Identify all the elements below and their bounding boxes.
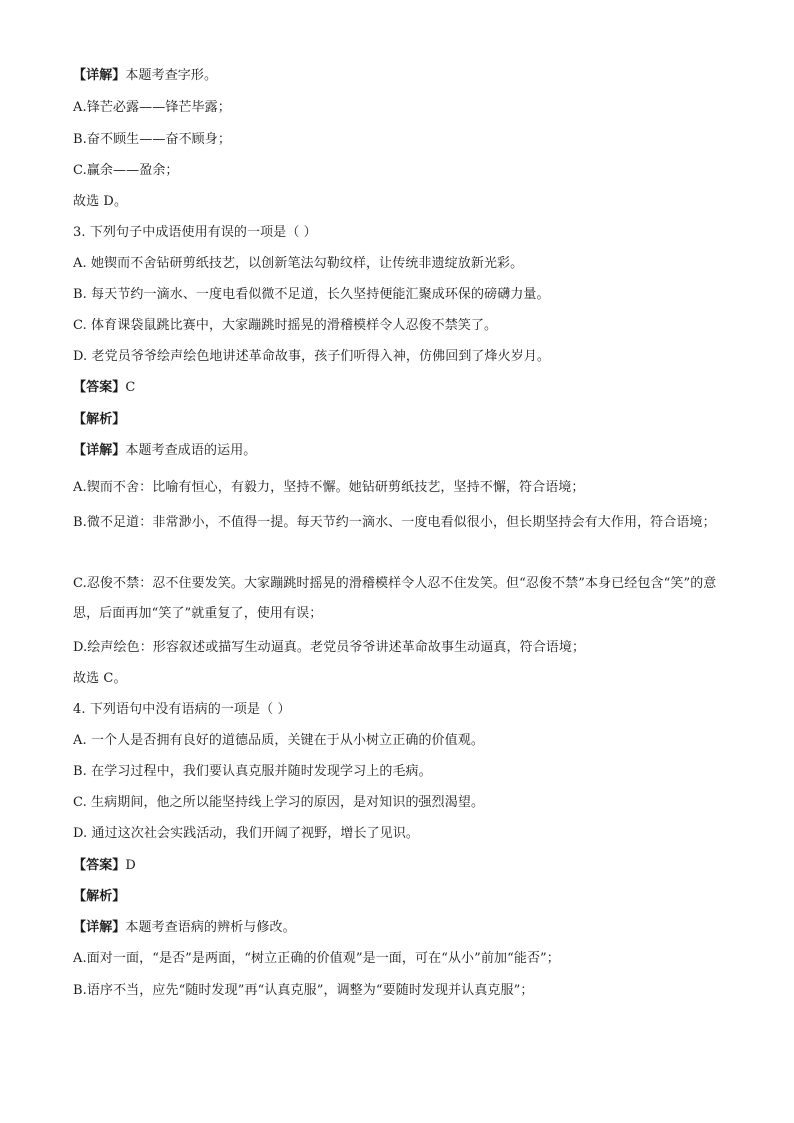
explanation-d: D.绘声绘色：形容叙述或描写生动逼真。老党员爷爷讲述革命故事生动逼真，符合语境； [73,640,586,655]
detail-label: 【详解】 [73,443,126,458]
answer-value: D [125,858,136,873]
detail-text: 本题考查语病的辨析与修改。 [125,920,296,935]
answer-label: 【答案】 [73,858,126,873]
detail-label: 【详解】 [73,68,126,83]
detail-text: 本题考查成语的运用。 [125,443,257,458]
detail-text: 本题考查字形。 [125,68,218,83]
question-3-conclusion: 故选 C。 [73,671,127,686]
answer-label: 【答案】 [73,380,126,395]
question-4-option-b: B. 在学习过程中，我们要认真克服并随时发现学习上的毛病。 [73,764,432,779]
question-4-option-d: D. 通过这次社会实践活动，我们开阔了视野，增长了见识。 [73,826,420,841]
answer-line-c: C.赢余——盈余； [73,163,179,178]
detail-line-1 [73,66,723,86]
question-3-option-d: D. 老党员爷爷绘声绘色地讲述革命故事，孩子们听得入神，仿佛回到了烽火岁月。 [73,349,551,364]
answer-line-b: B.奋不顾生——奋不顾身； [73,132,231,147]
question-3-answer [73,378,723,398]
analysis-label: 【解析】 [73,889,126,904]
question-4-analysis [73,887,723,907]
answer-line-a: A.锋芒必露——锋芒毕露； [73,100,231,115]
question-3-analysis [73,410,723,430]
question-4-explanation-a: A.面对一面，“是否”是两面，“树立正确的价值观”是一面，可在“从小”前加“能否”； [73,951,560,966]
question-4-detail [73,918,723,938]
explanation-a: A.锲而不舍：比喻有恒心，有毅力，坚持不懈。她钻研剪纸技艺，坚持不懈，符合语境； [73,480,585,495]
conclusion-line: 故选 D。 [73,194,128,209]
explanation-b: B.微不足道：非常渺小，不值得一提。每天节约一滴水、一度电看似很小，但长期坚持会有大作用，符合语境； [73,515,716,530]
question-3-option-b: B. 每天节约一滴水、一度电看似微不足道，长久坚持便能汇聚成环保的磅礴力量。 [73,287,550,302]
question-3-detail [73,441,723,461]
explanation-c: C.忍俊不禁：忍不住要发笑。大家蹦跳时摇晃的滑稽模样令人忍不住发笑。但“忍俊不禁”本身已经包含“笑”的意思，后面再加“笑了”就重复了，使用有误； [73,576,717,621]
question-4-option-a: A. 一个人是否拥有良好的道德品质，关键在于从小树立正确的价值观。 [73,733,484,748]
question-4-option-c: C. 生病期间，他之所以能坚持线上学习的原因，是对知识的强烈渴望。 [73,795,485,810]
question-3-option-c: C. 体育课袋鼠跳比赛中，大家蹦跳时摇晃的滑稽模样令人忍俊不禁笑了。 [73,318,498,333]
detail-label: 【详解】 [73,920,126,935]
question-4-explanation-b: B.语序不当，应先“随时发现”再“认真克服”，调整为“要随时发现并认真克服”； [73,983,534,998]
question-4-answer [73,856,723,876]
question-3-stem: 3. 下列句子中成语使用有误的一项是（ ） [73,225,317,240]
answer-value: C [125,380,136,395]
question-3-option-a: A. 她锲而不舍钻研剪纸技艺，以创新笔法勾勒纹样，让传统非遗绽放新光彩。 [73,256,524,271]
analysis-label: 【解析】 [73,412,126,427]
question-4-stem: 4. 下列语句中没有语病的一项是（ ） [73,702,291,717]
